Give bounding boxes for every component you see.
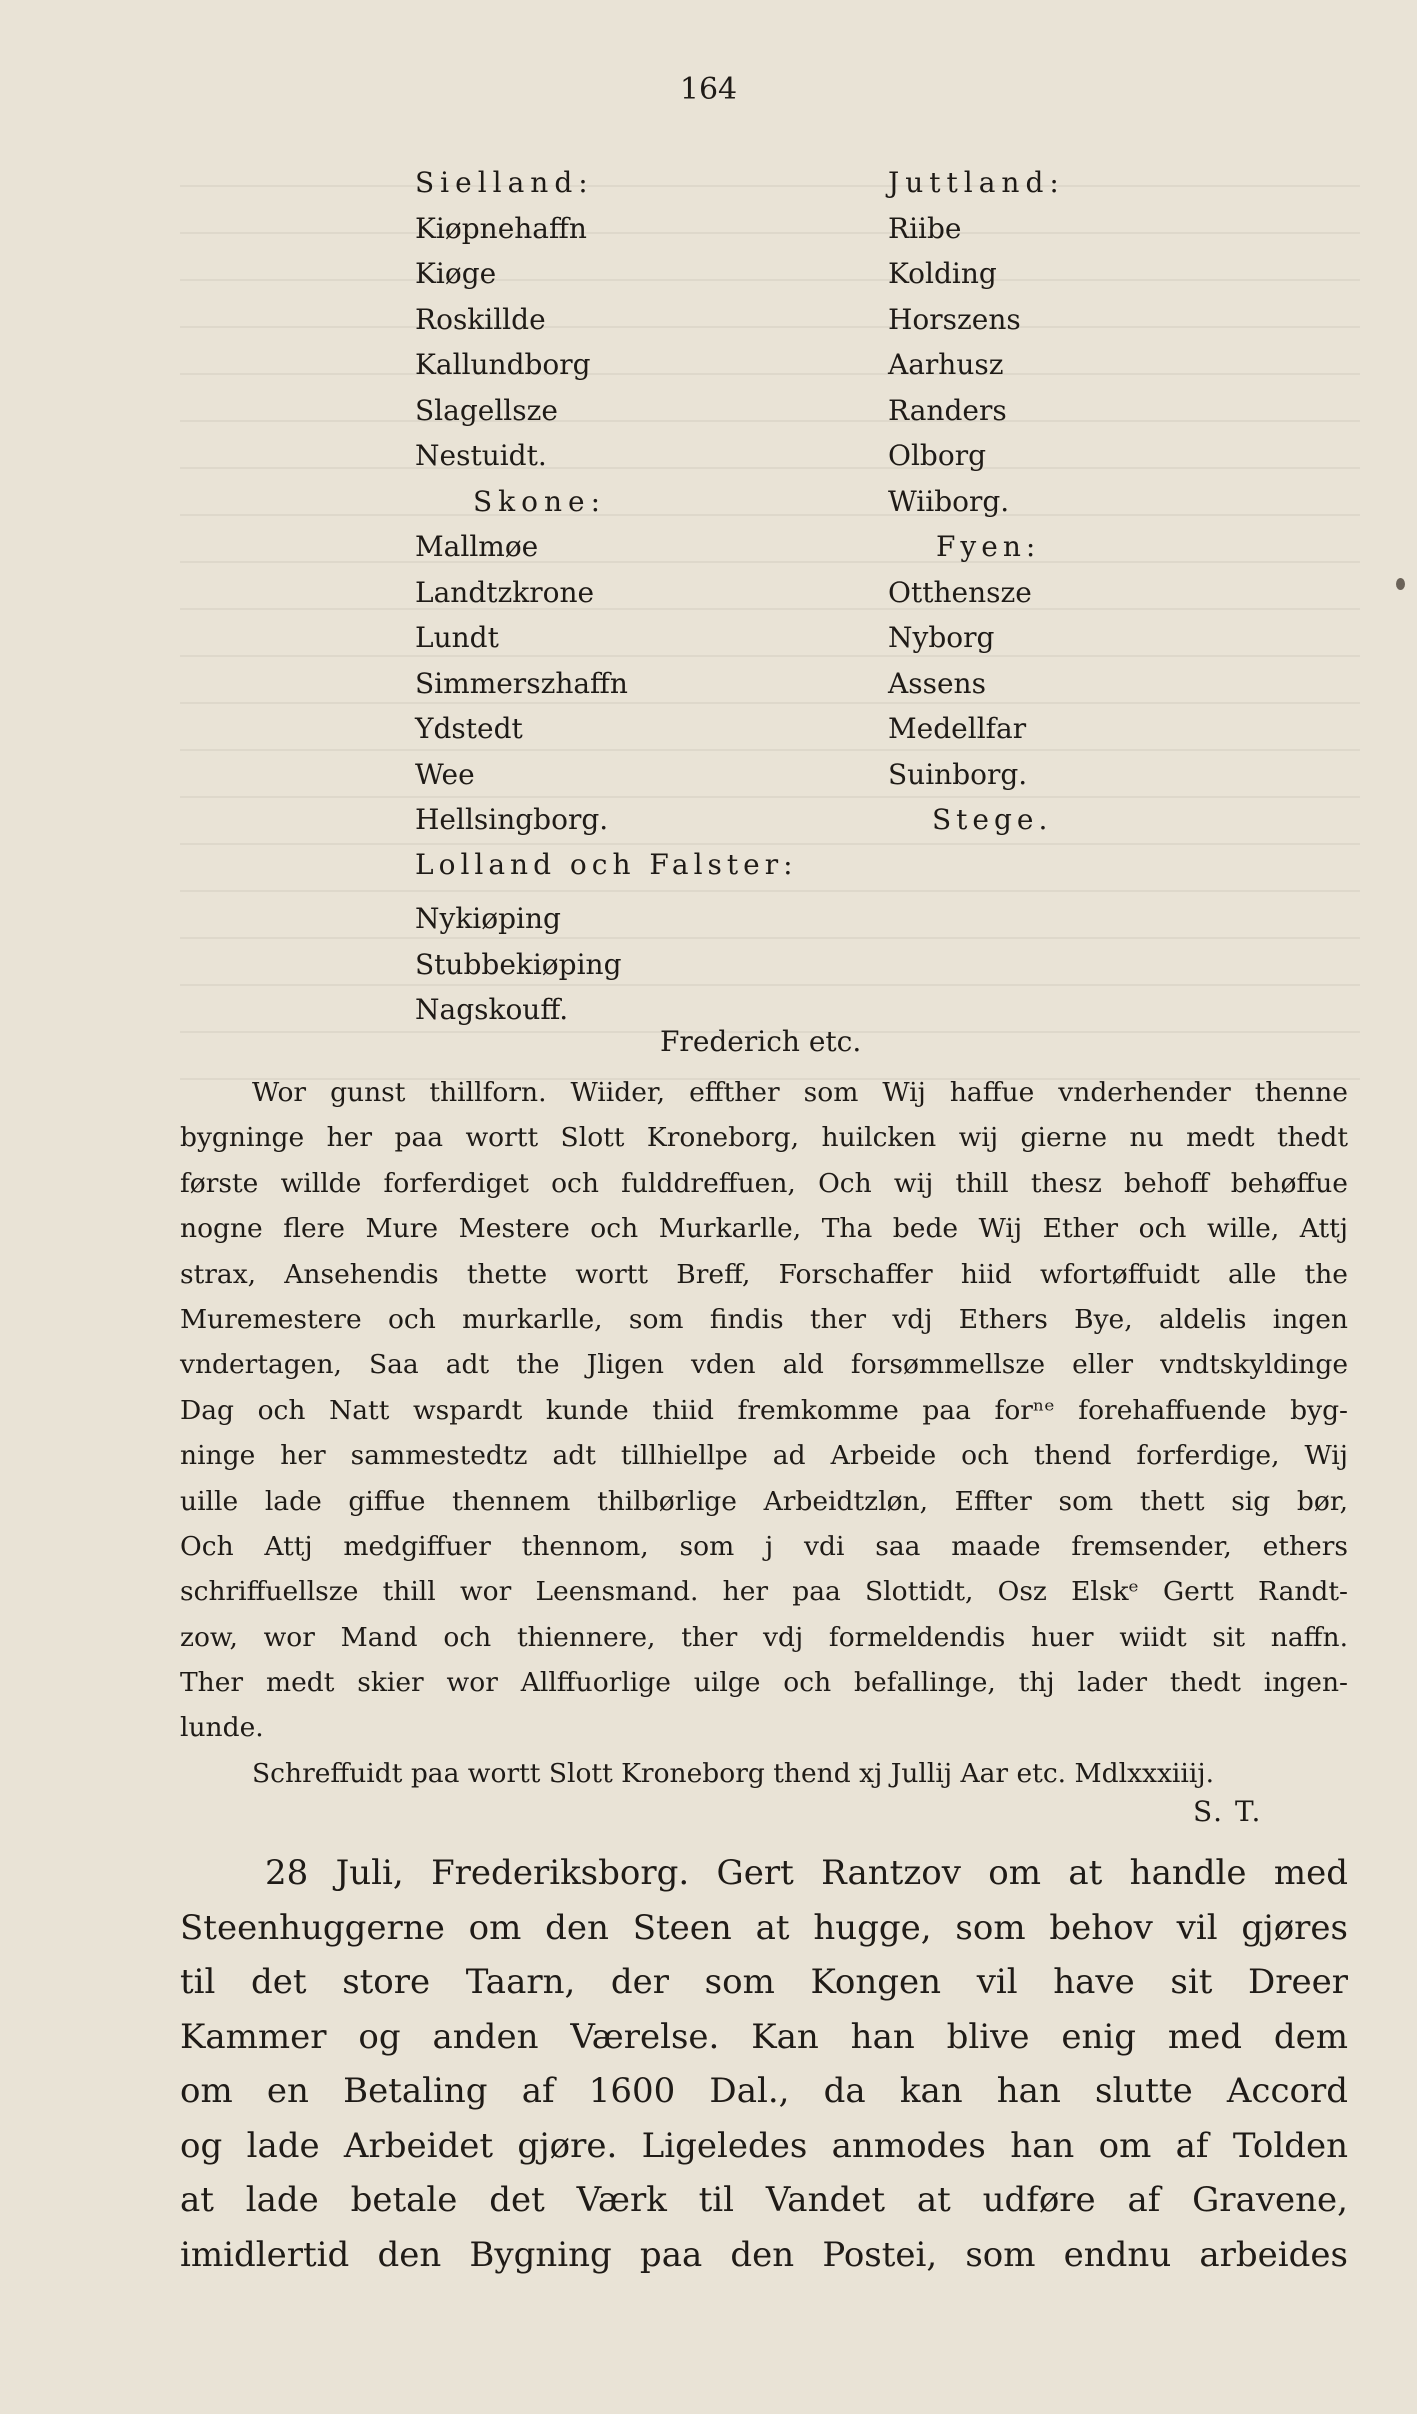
summary-line: og lade Arbeidet gjøre. Ligeledes anmodes han om af Tolden [180, 2125, 1348, 2166]
letter-line: Ther medt skier wor Allffuorlige uilge och befallinge, thj lader thedt ingen- [180, 1667, 1348, 1699]
signature-initials: S. T. [1193, 1795, 1263, 1828]
town-item: Kiøge [415, 257, 497, 290]
town-item: Randers [888, 393, 1007, 427]
letter-line: zow, wor Mand och thiennere, ther vdj formeldendis huer wiidt sit naffn. [180, 1621, 1348, 1653]
town-item: Kiøpnehaffn [415, 211, 587, 245]
town-item: Riibe [888, 211, 962, 245]
town-item: Aarhusz [888, 348, 1004, 381]
town-item: Nestuidt. [415, 439, 547, 472]
signature-frederich: Frederich etc. [660, 1025, 862, 1058]
summary-line: at lade betale det Værk til Vandet at udføre af Gravene, [180, 2180, 1348, 2220]
letter-line: første willde forferdiget och fulddreffuen, Och wij thill thesz behoff behøffue [180, 1167, 1348, 1199]
letter-body [180, 1070, 1348, 1796]
letter-line: lunde. [180, 1712, 264, 1744]
letter-line: nogne flere Mure Mestere och Murkarlle, Tha bede Wij Ether och wille, Attj [180, 1213, 1348, 1245]
town-item: Kolding [888, 257, 997, 290]
summary-line: om en Betaling af 1600 Dal., da kan han slutte Accord [180, 2071, 1348, 2111]
heading-skone: Skone: [473, 484, 607, 518]
summary-line: imidlertid den Bygning paa den Postei, som endnu arbeides [180, 2234, 1348, 2275]
summary-line: Kammer og anden Værelse. Kan han blive enig med dem [180, 2016, 1348, 2057]
town-item: Mallmøe [415, 530, 539, 563]
town-item: Otthensze [888, 575, 1032, 609]
town-item: Nyborg [888, 621, 995, 654]
town-item: Suinborg. [888, 757, 1028, 791]
town-item: Kallundborg [415, 348, 591, 381]
town-item: Wiiborg. [888, 484, 1010, 518]
town-item: Stubbekiøping [415, 947, 622, 981]
letter-line: vndertagen, Saa adt the Jligen vden ald forsømmellsze eller vndtskyldinge [180, 1349, 1348, 1381]
letter-line: Wor gunst thillforn. Wiider, effther som Wij haffue vnderhender thenne [252, 1077, 1348, 1108]
summary-line: til det store Taarn, der som Kongen vil have sit Dreer [180, 1962, 1348, 2002]
town-item: Nagskouff. [415, 993, 569, 1026]
margin-speck [1396, 578, 1405, 590]
town-item: Ydstedt [415, 712, 523, 745]
town-item: Roskillde [415, 302, 546, 336]
summary-paragraph [180, 1846, 1348, 2282]
heading-lolland-falster: Lolland och Falster: [415, 848, 798, 881]
lolland-town-list [415, 896, 622, 1033]
summary-line: 28 Juli, Frederiksborg. Gert Rantzov om at handle med [265, 1853, 1348, 1893]
town-item: Hellsingborg. [415, 803, 609, 836]
letter-line: schriffuellsze thill wor Leensmand. her paa Slottidt, Osz Elskᵉ Gertt Randt- [180, 1576, 1348, 1608]
letter-line: uille lade giffue thennem thilbørlige Arbeidtzløn, Effter som thett sig bør, [180, 1485, 1348, 1517]
heading-fyen: Fyen: [936, 530, 1041, 563]
page-number: 164 [679, 72, 738, 107]
heading-sielland: Sielland: [415, 166, 594, 199]
letter-line: Och Attj medgiffuer thennom, som j vdi saa maade fremsender, ethers [180, 1530, 1348, 1562]
letter-line: strax, Ansehendis thette wortt Breff, Forschaffer hiid wfortøffuidt alle the [180, 1258, 1348, 1290]
bleed-through-texture [180, 140, 1360, 1040]
town-item: Assens [888, 666, 986, 700]
summary-line: Steenhuggerne om den Steen at hugge, som behov vil gjøres [180, 1907, 1348, 1948]
letter-line: Dag och Natt wspardt kunde thiid fremkomme paa forⁿᵉ forehaffuende byg- [180, 1394, 1348, 1426]
heading-stege: Stege. [932, 803, 1053, 836]
town-item: Wee [415, 757, 475, 791]
letter-line: ninge her sammestedtz adt tillhiellpe ad Arbeide och thend forferdige, Wij [180, 1440, 1348, 1472]
town-item: Slagellsze [415, 393, 558, 427]
town-item: Simmerszhaffn [415, 666, 628, 700]
town-item: Lundt [415, 621, 499, 654]
town-item: Olborg [888, 439, 986, 472]
right-province-column [888, 160, 1065, 843]
letter-line: Muremestere och murkarlle, som findis ther vdj Ethers Bye, aldelis ingen [180, 1303, 1348, 1335]
letter-line: bygninge her paa wortt Slott Kroneborg, huilcken wij gierne nu medt thedt [180, 1122, 1348, 1154]
town-item: Horszens [888, 302, 1021, 336]
left-province-column [415, 160, 628, 843]
town-item: Medellfar [888, 712, 1027, 745]
heading-juttland: Juttland: [888, 166, 1065, 199]
town-item: Nykiøping [415, 902, 561, 935]
town-item: Landtzkrone [415, 575, 595, 609]
letter-dateline: Schreffuidt paa wortt Slott Kroneborg thend xj Jullij Aar etc. Mdlxxxiiij. [252, 1757, 1214, 1789]
